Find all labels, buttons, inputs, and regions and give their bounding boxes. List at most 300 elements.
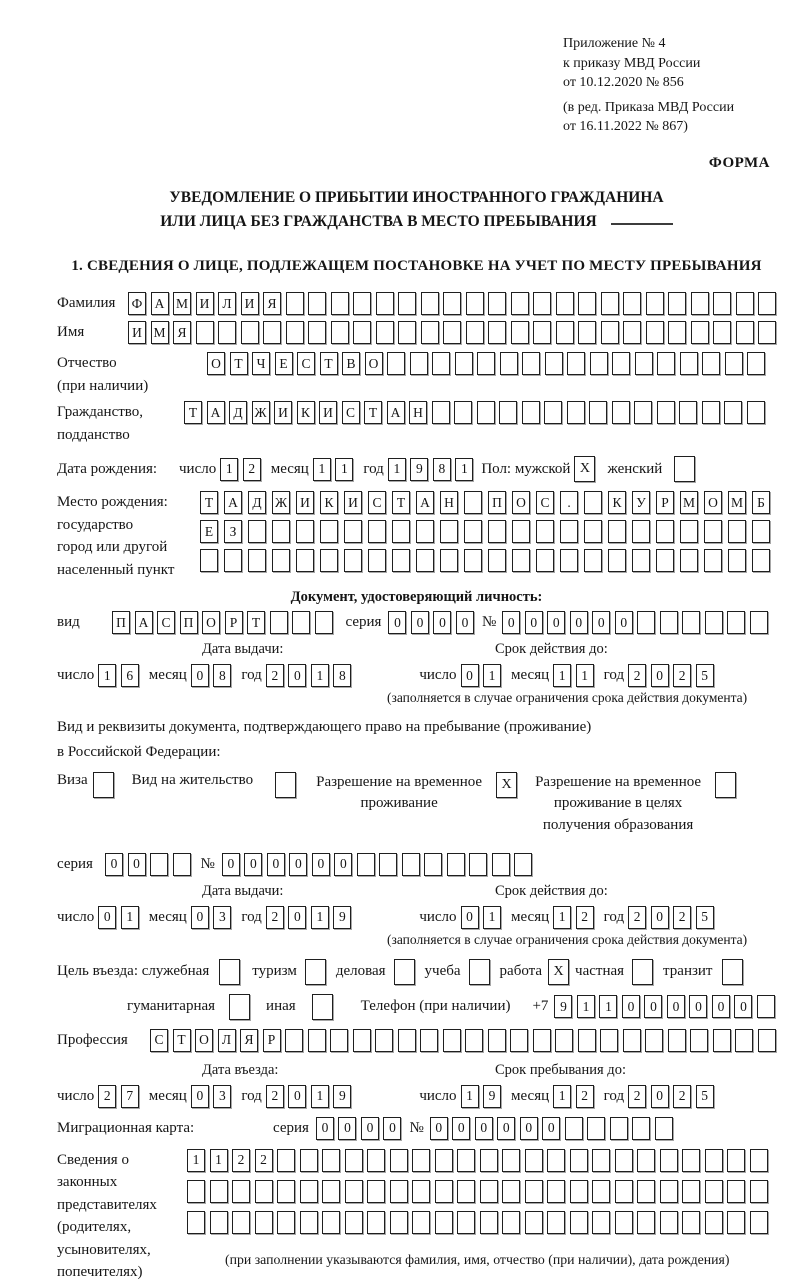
res-valid-year-boxes — [628, 906, 714, 929]
title-line-1: УВЕДОМЛЕНИЕ О ПРИБЫТИИ ИНОСТРАННОГО ГРАЖДАНИНА — [169, 188, 664, 206]
char-box — [296, 520, 314, 543]
char-box — [727, 1211, 745, 1234]
char-box: 0 — [525, 611, 543, 634]
day-label: число — [179, 460, 217, 477]
char-box — [592, 1180, 610, 1203]
char-box — [682, 611, 700, 634]
char-box — [488, 1029, 506, 1052]
char-box — [300, 1149, 318, 1172]
char-box — [320, 520, 338, 543]
stay-month-boxes — [553, 1085, 594, 1108]
char-box — [300, 1180, 318, 1203]
char-box — [565, 1117, 583, 1140]
char-box: 2 — [266, 1085, 284, 1108]
char-box — [615, 1211, 633, 1234]
char-box — [713, 292, 731, 315]
month-label: месяц — [270, 460, 309, 477]
char-box — [469, 853, 487, 876]
citizenship-row — [57, 401, 776, 446]
given-name-row — [57, 321, 776, 344]
char-box: 5 — [696, 906, 714, 929]
residency-date-labels — [57, 883, 776, 904]
page-title — [57, 186, 776, 234]
char-box: К — [608, 491, 626, 514]
patronymic-label: Отчество (при наличии) — [57, 355, 149, 394]
surname-label: Фамилия — [57, 295, 116, 311]
char-box: Т — [364, 401, 382, 424]
entry-month-boxes — [191, 1085, 232, 1108]
char-box — [632, 549, 650, 572]
char-box — [512, 520, 530, 543]
char-box — [525, 1211, 543, 1234]
char-box — [510, 1029, 528, 1052]
char-box — [570, 1149, 588, 1172]
char-box — [691, 321, 709, 344]
char-box: 9 — [333, 906, 351, 929]
char-box — [308, 292, 326, 315]
representatives-row — [57, 1149, 776, 1284]
char-box — [713, 321, 731, 344]
char-box — [704, 520, 722, 543]
char-box — [556, 292, 574, 315]
char-box — [637, 611, 655, 634]
char-box — [601, 321, 619, 344]
char-box: 0 — [411, 611, 429, 634]
char-box: М — [151, 321, 169, 344]
char-box: Ж — [272, 491, 290, 514]
char-box — [704, 549, 722, 572]
char-box: 2 — [673, 906, 691, 929]
char-box — [500, 352, 518, 375]
char-box — [632, 520, 650, 543]
char-box: В — [342, 352, 360, 375]
char-box — [660, 1211, 678, 1234]
char-box — [547, 1180, 565, 1203]
patronymic-boxes — [207, 352, 765, 375]
res-series-boxes — [105, 853, 191, 876]
sex-male-checkbox: X — [574, 456, 595, 482]
char-box — [656, 520, 674, 543]
char-box: 1 — [461, 1085, 479, 1108]
phone-boxes — [554, 995, 775, 1018]
char-box: О — [704, 491, 722, 514]
series-label: серия — [57, 855, 93, 872]
temp-residence-label: Разрешение на временное проживание — [316, 773, 483, 812]
char-box — [758, 1029, 776, 1052]
profession-label: Профессия — [57, 1031, 128, 1048]
entry-day-boxes — [98, 1085, 139, 1108]
char-box — [421, 292, 439, 315]
char-box — [344, 520, 362, 543]
char-box — [218, 321, 236, 344]
temp-residence-edu-checkbox — [715, 772, 736, 798]
id-issue-day-boxes — [98, 664, 139, 687]
char-box — [499, 401, 517, 424]
profession-boxes — [150, 1029, 776, 1052]
purpose-other-checkbox — [312, 994, 333, 1020]
char-box — [584, 520, 602, 543]
form-label: ФОРМА — [708, 154, 770, 171]
char-box: . — [560, 491, 578, 514]
char-box — [390, 1149, 408, 1172]
char-box — [600, 1029, 618, 1052]
purpose-study-label: учеба — [424, 963, 461, 980]
char-box — [488, 292, 506, 315]
char-box: 0 — [288, 664, 306, 687]
char-box — [668, 321, 686, 344]
purpose-tourism-checkbox — [305, 959, 326, 985]
char-box: О — [195, 1029, 213, 1052]
char-box — [412, 1149, 430, 1172]
char-box — [308, 321, 326, 344]
char-box — [680, 352, 698, 375]
char-box — [232, 1211, 250, 1234]
phone-prefix: +7 — [532, 998, 549, 1015]
char-box — [368, 549, 386, 572]
char-box: Б — [752, 491, 770, 514]
purpose-official-label: Цель въезда: служебная — [57, 963, 210, 980]
char-box: П — [112, 611, 130, 634]
char-box: Л — [218, 1029, 236, 1052]
birthplace-boxes-3 — [200, 549, 770, 572]
char-box: К — [297, 401, 315, 424]
char-box — [248, 549, 266, 572]
char-box: А — [387, 401, 405, 424]
char-box — [592, 1211, 610, 1234]
char-box — [747, 352, 765, 375]
char-box: 0 — [497, 1117, 515, 1140]
patronymic-row — [57, 352, 776, 397]
char-box — [210, 1180, 228, 1203]
char-box — [522, 352, 540, 375]
purpose-business-checkbox — [394, 959, 415, 985]
char-box — [173, 853, 191, 876]
char-box — [724, 401, 742, 424]
purpose-business-label: деловая — [335, 963, 386, 980]
purpose-humanitarian-checkbox — [229, 994, 250, 1020]
char-box: 0 — [734, 995, 752, 1018]
char-box: 5 — [696, 664, 714, 687]
char-box — [536, 549, 554, 572]
char-box — [345, 1149, 363, 1172]
birth-month-boxes — [313, 458, 354, 481]
doc-series-boxes — [388, 611, 474, 634]
citizenship-label: Гражданство, подданство — [57, 404, 144, 443]
char-box: 0 — [288, 1085, 306, 1108]
given-name-boxes — [128, 321, 776, 344]
char-box: М — [173, 292, 191, 315]
char-box — [637, 1180, 655, 1203]
char-box — [668, 292, 686, 315]
char-box — [277, 1211, 295, 1234]
char-box: 2 — [243, 458, 261, 481]
char-box — [187, 1180, 205, 1203]
char-box: 0 — [312, 853, 330, 876]
char-box — [623, 321, 641, 344]
char-box: Я — [240, 1029, 258, 1052]
char-box — [680, 549, 698, 572]
char-box: С — [150, 1029, 168, 1052]
char-box: 0 — [430, 1117, 448, 1140]
res-issue-day-boxes — [98, 906, 139, 929]
char-box — [525, 1149, 543, 1172]
identity-doc-heading: Документ, удостоверяющий личность: — [290, 589, 543, 605]
char-box — [412, 1180, 430, 1203]
char-box — [241, 321, 259, 344]
char-box — [286, 292, 304, 315]
char-box — [296, 549, 314, 572]
char-box: З — [224, 520, 242, 543]
char-box — [390, 1180, 408, 1203]
char-box: 1 — [311, 664, 329, 687]
char-box: К — [320, 491, 338, 514]
char-box — [544, 401, 562, 424]
char-box — [320, 549, 338, 572]
char-box — [435, 1211, 453, 1234]
char-box: 0 — [334, 853, 352, 876]
char-box: Д — [248, 491, 266, 514]
id-issue-month-boxes — [191, 664, 232, 687]
char-box — [322, 1180, 340, 1203]
char-box — [357, 853, 375, 876]
char-box — [632, 1117, 650, 1140]
char-box: Т — [247, 611, 265, 634]
char-box — [660, 1149, 678, 1172]
char-box — [255, 1180, 273, 1203]
char-box: О — [207, 352, 225, 375]
title-blank-underline — [611, 223, 673, 225]
purpose-tourism-label: туризм — [252, 963, 297, 980]
char-box — [646, 321, 664, 344]
char-box: 0 — [547, 611, 565, 634]
char-box: 0 — [651, 664, 669, 687]
char-box — [315, 611, 333, 634]
char-box — [660, 1180, 678, 1203]
char-box: У — [632, 491, 650, 514]
char-box — [488, 321, 506, 344]
char-box: 2 — [628, 664, 646, 687]
char-box — [702, 352, 720, 375]
char-box — [646, 292, 664, 315]
char-box: 0 — [475, 1117, 493, 1140]
char-box: И — [319, 401, 337, 424]
char-box — [272, 549, 290, 572]
char-box: 7 — [121, 1085, 139, 1108]
representatives-boxes-2 — [187, 1180, 768, 1203]
purpose-work-checkbox: X — [548, 959, 569, 985]
char-box — [376, 321, 394, 344]
char-box: И — [128, 321, 146, 344]
char-box: 1 — [576, 664, 594, 687]
char-box — [727, 1149, 745, 1172]
char-box — [555, 1029, 573, 1052]
char-box: 0 — [388, 611, 406, 634]
res-valid-month-boxes — [553, 906, 594, 929]
representatives-boxes-3 — [187, 1211, 768, 1234]
temp-residence-edu-label: Разрешение на временное проживание в целях получения образования — [535, 773, 702, 833]
birth-date-row — [57, 456, 776, 482]
char-box: Т — [173, 1029, 191, 1052]
visa-checkbox — [93, 772, 114, 798]
char-box — [150, 853, 168, 876]
char-box — [255, 1211, 273, 1234]
char-box — [578, 292, 596, 315]
char-box — [454, 401, 472, 424]
char-box — [488, 549, 506, 572]
char-box: 0 — [191, 664, 209, 687]
sex-male-label: Пол: мужской — [481, 460, 571, 477]
char-box: А — [416, 491, 434, 514]
series-label: серия — [273, 1119, 309, 1136]
char-box — [623, 1029, 641, 1052]
char-box — [634, 401, 652, 424]
residency-dates-row: число 0 1 месяц 0 3 год 2 0 1 9 число 0 1 месяц 1 2 год 2 0 2 5 — [57, 906, 776, 929]
char-box — [533, 1029, 551, 1052]
char-box — [390, 1211, 408, 1234]
char-box — [344, 549, 362, 572]
char-box: 8 — [213, 664, 231, 687]
char-box — [367, 1149, 385, 1172]
char-box: 0 — [452, 1117, 470, 1140]
char-box — [480, 1149, 498, 1172]
char-box — [567, 401, 585, 424]
char-box — [536, 520, 554, 543]
char-box — [477, 401, 495, 424]
char-box — [464, 549, 482, 572]
char-box: 1 — [577, 995, 595, 1018]
char-box — [682, 1211, 700, 1234]
char-box: 2 — [255, 1149, 273, 1172]
char-box: Т — [230, 352, 248, 375]
char-box — [750, 1149, 768, 1172]
surname-row — [57, 292, 776, 315]
char-box — [376, 292, 394, 315]
migration-card-row — [57, 1117, 776, 1140]
char-box — [432, 401, 450, 424]
char-box: Р — [263, 1029, 281, 1052]
char-box — [635, 352, 653, 375]
char-box — [758, 321, 776, 344]
temp-residence-checkbox: X — [496, 772, 517, 798]
birth-year-boxes — [388, 458, 474, 481]
id-doc-date-labels — [57, 641, 776, 662]
char-box — [512, 549, 530, 572]
char-box: И — [241, 292, 259, 315]
char-box: Т — [320, 352, 338, 375]
doc-kind-label: вид — [57, 614, 80, 630]
char-box — [680, 520, 698, 543]
char-box — [300, 1211, 318, 1234]
char-box — [277, 1149, 295, 1172]
char-box — [725, 352, 743, 375]
char-box — [353, 292, 371, 315]
char-box: 1 — [455, 458, 473, 481]
char-box — [747, 401, 765, 424]
char-box — [736, 292, 754, 315]
char-box — [705, 1180, 723, 1203]
char-box — [440, 549, 458, 572]
char-box — [464, 491, 482, 514]
char-box — [457, 1180, 475, 1203]
char-box — [232, 1180, 250, 1203]
char-box — [567, 352, 585, 375]
res-valid-day-boxes — [461, 906, 502, 929]
char-box — [443, 321, 461, 344]
char-box: 1 — [313, 458, 331, 481]
entry-purpose-row — [57, 959, 776, 985]
purpose-work-label: работа — [499, 963, 543, 980]
char-box: А — [207, 401, 225, 424]
char-box — [353, 321, 371, 344]
char-box — [608, 549, 626, 572]
char-box — [416, 520, 434, 543]
char-box: 1 — [311, 1085, 329, 1108]
char-box — [645, 1029, 663, 1052]
char-box — [477, 352, 495, 375]
char-box — [590, 352, 608, 375]
char-box: 1 — [210, 1149, 228, 1172]
char-box: 2 — [576, 906, 594, 929]
purpose-transit-label: транзит — [663, 963, 713, 980]
purpose-study-checkbox — [469, 959, 490, 985]
char-box — [668, 1029, 686, 1052]
char-box: А — [151, 292, 169, 315]
char-box — [308, 1029, 326, 1052]
char-box — [368, 520, 386, 543]
revision-line: от 16.11.2022 № 867) — [563, 119, 688, 135]
char-box — [758, 292, 776, 315]
id-valid-month-boxes — [553, 664, 594, 687]
stay-year-boxes — [628, 1085, 714, 1108]
char-box — [502, 1149, 520, 1172]
char-box — [480, 1180, 498, 1203]
char-box: 0 — [316, 1117, 334, 1140]
char-box: 3 — [213, 1085, 231, 1108]
id-doc-dates-row: число 1 6 месяц 0 8 год 2 0 1 8 число 0 1 месяц 1 1 год 2 0 2 5 — [57, 664, 776, 687]
char-box: 0 — [105, 853, 123, 876]
char-box — [750, 1180, 768, 1203]
char-box — [447, 853, 465, 876]
stay-day-boxes — [461, 1085, 502, 1108]
char-box — [502, 1211, 520, 1234]
char-box: 0 — [191, 906, 209, 929]
representatives-note: (при заполнении указываются фамилия, имя, отчество (при наличии), дата рождения) — [225, 1251, 730, 1267]
char-box: М — [680, 491, 698, 514]
char-box — [421, 321, 439, 344]
doc-kind-boxes — [112, 611, 333, 634]
char-box — [679, 401, 697, 424]
char-box — [691, 292, 709, 315]
birthplace-row — [57, 491, 776, 581]
char-box — [200, 549, 218, 572]
char-box — [533, 292, 551, 315]
char-box: Д — [229, 401, 247, 424]
char-box — [615, 1149, 633, 1172]
char-box — [570, 1180, 588, 1203]
char-box — [750, 1211, 768, 1234]
res-issue-month-boxes — [191, 906, 232, 929]
char-box: И — [296, 491, 314, 514]
char-box: П — [488, 491, 506, 514]
migcard-series-boxes — [316, 1117, 402, 1140]
residency-doc-type-row — [57, 772, 776, 837]
char-box: 0 — [461, 664, 479, 687]
issue-date-label: Дата выдачи: — [202, 882, 284, 899]
sex-female-label: женский — [607, 460, 663, 477]
purpose-private-checkbox — [632, 959, 653, 985]
representatives-boxes-1 — [187, 1149, 768, 1172]
char-box: 2 — [98, 1085, 116, 1108]
